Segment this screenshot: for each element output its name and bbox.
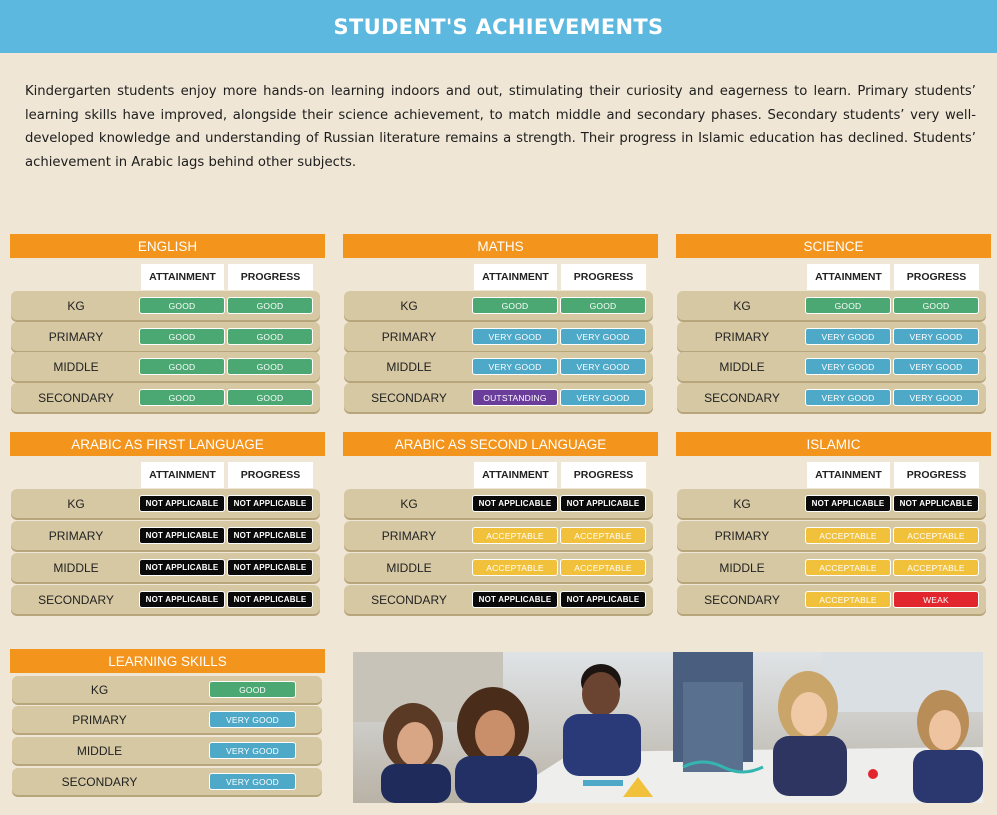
learning-skills-row — [12, 737, 322, 764]
attainment-badge: VERY GOOD — [472, 328, 558, 345]
progress-header: PROGRESS — [894, 462, 979, 488]
phase-label: PRIMARY — [714, 329, 770, 344]
classroom-photo — [353, 652, 983, 803]
attainment-badge: ACCEPTABLE — [472, 527, 558, 544]
attainment-badge: VERY GOOD — [805, 389, 891, 406]
learning-skills-row — [12, 768, 322, 795]
intro-paragraph: Kindergarten students enjoy more hands-on learning indoors and out, stimulating their curiosity and eagerness to learn. Primary students’ learning skills have improved, alongside their science achievement, to match middle and secondary phases. Secondary students’ very well-developed knowledge and understanding of Russian literature remains a strength. Their progress in Islamic education has declined. Students’ achievement in Arabic lags behind other subjects. — [25, 84, 976, 170]
learning-skills-title: LEARNING SKILLS — [10, 649, 325, 673]
attainment-badge: ACCEPTABLE — [805, 527, 891, 544]
phase-label: KG — [400, 496, 418, 511]
progress-badge: ACCEPTABLE — [560, 527, 646, 544]
learning-skills-badge: GOOD — [209, 681, 296, 698]
progress-badge: GOOD — [560, 297, 646, 314]
phase-label: PRIMARY — [381, 528, 437, 543]
progress-badge: NOT APPLICABLE — [227, 559, 313, 576]
attainment-header: ATTAINMENT — [474, 462, 557, 488]
progress-badge: NOT APPLICABLE — [227, 527, 313, 544]
phase-row — [11, 553, 320, 582]
phase-row — [344, 383, 653, 412]
learning-skills-badge: VERY GOOD — [209, 711, 296, 728]
phase-row — [11, 489, 320, 518]
progress-badge: GOOD — [227, 297, 313, 314]
phase-row — [344, 291, 653, 320]
phase-label: SECONDARY — [61, 774, 138, 789]
phase-label: KG — [67, 298, 85, 313]
subject-title: SCIENCE — [676, 234, 991, 258]
phase-row — [677, 322, 986, 351]
progress-badge: NOT APPLICABLE — [560, 591, 646, 608]
phase-row — [11, 383, 320, 412]
attainment-header: ATTAINMENT — [807, 264, 890, 290]
progress-badge: WEAK — [893, 591, 979, 608]
phase-label: SECONDARY — [38, 390, 114, 405]
phase-row — [344, 489, 653, 518]
subject-title: MATHS — [343, 234, 658, 258]
progress-badge: VERY GOOD — [893, 358, 979, 375]
progress-badge: ACCEPTABLE — [560, 559, 646, 576]
phase-label: MIDDLE — [386, 359, 432, 374]
attainment-badge: GOOD — [139, 328, 225, 345]
subject-title: ARABIC AS SECOND LANGUAGE — [343, 432, 658, 456]
attainment-badge: GOOD — [805, 297, 891, 314]
attainment-badge: NOT APPLICABLE — [472, 495, 558, 512]
attainment-badge: NOT APPLICABLE — [139, 559, 225, 576]
phase-label: PRIMARY — [48, 329, 104, 344]
phase-label: SECONDARY — [704, 390, 780, 405]
phase-label: KG — [90, 682, 109, 697]
attainment-badge: NOT APPLICABLE — [139, 591, 225, 608]
page-header — [0, 0, 997, 53]
subject-block-maths — [343, 234, 658, 405]
progress-badge: VERY GOOD — [560, 328, 646, 345]
attainment-badge: GOOD — [139, 389, 225, 406]
progress-badge: GOOD — [227, 389, 313, 406]
phase-label: PRIMARY — [48, 528, 104, 543]
phase-label: SECONDARY — [371, 390, 447, 405]
progress-badge: VERY GOOD — [560, 358, 646, 375]
subject-title: ENGLISH — [10, 234, 325, 258]
phase-label: MIDDLE — [53, 560, 99, 575]
progress-badge: ACCEPTABLE — [893, 527, 979, 544]
phase-row — [344, 553, 653, 582]
phase-label: KG — [733, 298, 751, 313]
progress-badge: NOT APPLICABLE — [893, 495, 979, 512]
subject-block-english — [10, 234, 325, 405]
progress-badge: VERY GOOD — [560, 389, 646, 406]
attainment-badge: VERY GOOD — [472, 358, 558, 375]
phase-label: MIDDLE — [386, 560, 432, 575]
progress-badge: ACCEPTABLE — [893, 559, 979, 576]
attainment-badge: VERY GOOD — [805, 328, 891, 345]
progress-header: PROGRESS — [228, 462, 313, 488]
attainment-badge: GOOD — [139, 358, 225, 375]
phase-label: KG — [67, 496, 85, 511]
phase-label: MIDDLE — [719, 359, 765, 374]
phase-label: SECONDARY — [38, 592, 114, 607]
phase-row — [677, 489, 986, 518]
learning-skills-badge: VERY GOOD — [209, 742, 296, 759]
progress-badge: GOOD — [893, 297, 979, 314]
progress-badge: VERY GOOD — [893, 389, 979, 406]
phase-row — [344, 352, 653, 381]
attainment-badge: VERY GOOD — [805, 358, 891, 375]
subject-title: ARABIC AS FIRST LANGUAGE — [10, 432, 325, 456]
phase-label: MIDDLE — [719, 560, 765, 575]
attainment-badge: NOT APPLICABLE — [139, 527, 225, 544]
progress-badge: VERY GOOD — [893, 328, 979, 345]
attainment-header: ATTAINMENT — [141, 264, 224, 290]
progress-badge: NOT APPLICABLE — [560, 495, 646, 512]
page-title: STUDENT'S ACHIEVEMENTS — [333, 14, 664, 39]
progress-header: PROGRESS — [561, 264, 646, 290]
attainment-badge: ACCEPTABLE — [805, 591, 891, 608]
learning-skills-row — [12, 706, 322, 733]
phase-row — [677, 521, 986, 550]
subject-block-islamic — [676, 432, 991, 607]
progress-header: PROGRESS — [561, 462, 646, 488]
phase-row — [677, 383, 986, 412]
attainment-header: ATTAINMENT — [141, 462, 224, 488]
attainment-header: ATTAINMENT — [807, 462, 890, 488]
progress-badge: NOT APPLICABLE — [227, 495, 313, 512]
phase-label: MIDDLE — [53, 359, 99, 374]
progress-badge: GOOD — [227, 328, 313, 345]
progress-header: PROGRESS — [894, 264, 979, 290]
subject-block-arabic-as-first-language — [10, 432, 325, 607]
phase-row — [11, 322, 320, 351]
phase-row — [677, 291, 986, 320]
attainment-badge: ACCEPTABLE — [472, 559, 558, 576]
phase-label: PRIMARY — [381, 329, 437, 344]
attainment-badge: NOT APPLICABLE — [139, 495, 225, 512]
phase-label: MIDDLE — [76, 743, 123, 758]
phase-label: KG — [400, 298, 418, 313]
phase-row — [11, 585, 320, 614]
attainment-badge: ACCEPTABLE — [805, 559, 891, 576]
phase-label: PRIMARY — [72, 712, 127, 727]
attainment-badge: GOOD — [472, 297, 558, 314]
attainment-badge: NOT APPLICABLE — [805, 495, 891, 512]
phase-row — [11, 521, 320, 550]
phase-label: SECONDARY — [371, 592, 447, 607]
subject-block-science — [676, 234, 991, 405]
phase-row — [11, 352, 320, 381]
phase-label: KG — [733, 496, 751, 511]
attainment-header: ATTAINMENT — [474, 264, 557, 290]
attainment-badge: GOOD — [139, 297, 225, 314]
learning-skills-badge: VERY GOOD — [209, 773, 296, 790]
learning-skills-block — [10, 649, 325, 789]
progress-badge: GOOD — [227, 358, 313, 375]
phase-row — [344, 585, 653, 614]
phase-row — [344, 322, 653, 351]
phase-row — [344, 521, 653, 550]
phase-row — [677, 553, 986, 582]
phase-row — [677, 352, 986, 381]
attainment-badge: NOT APPLICABLE — [472, 591, 558, 608]
phase-row — [677, 585, 986, 614]
phase-label: SECONDARY — [704, 592, 780, 607]
attainment-badge: OUTSTANDING — [472, 389, 558, 406]
learning-skills-row — [12, 676, 322, 703]
progress-badge: NOT APPLICABLE — [227, 591, 313, 608]
subject-block-arabic-as-second-language — [343, 432, 658, 607]
subject-title: ISLAMIC — [676, 432, 991, 456]
phase-row — [11, 291, 320, 320]
progress-header: PROGRESS — [228, 264, 313, 290]
phase-label: PRIMARY — [714, 528, 770, 543]
